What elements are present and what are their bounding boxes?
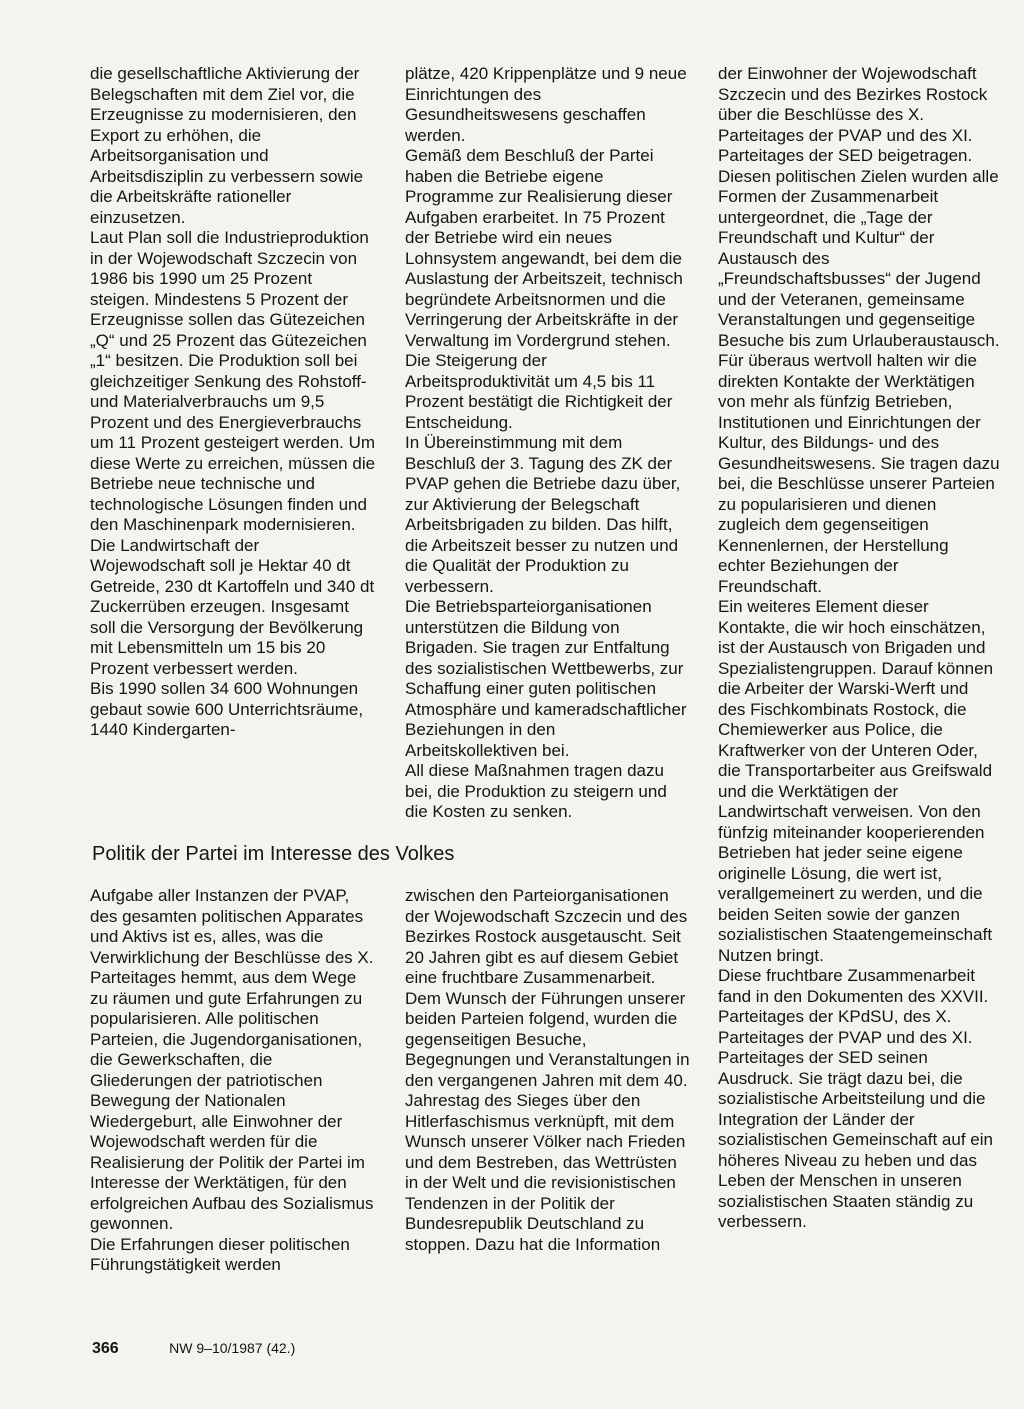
- paragraph: All diese Maßnahmen tragen dazu bei, die Produktion zu steigern und die Kosten zu senken.: [405, 761, 667, 821]
- page-number: 366: [92, 1340, 119, 1357]
- paragraph: Die Erfahrungen dieser politischen Führungstätigkeit werden: [90, 1234, 350, 1274]
- paragraph: Die Landwirtschaft der Wojewodschaft soll je Hektar 40 dt Getreide, 230 dt Kartoffeln und 340 dt Zuckerrüben erzeugen. Insgesamt soll die Versorgung der Bevölkerung mit Lebensmitteln um 15 bis 20 Prozent verbessert werden.: [90, 535, 375, 678]
- paragraph: Aufgabe aller Instanzen der PVAP, des gesamten politischen Apparates und Aktivs ist es, alles, was die Verwirklichung der Beschlüsse des X. Parteitages hemmt, aus dem Wege zu räumen und gute Erfahrungen zu popularisieren. Alle politischen Parteien, die Jugendorganisationen, die Gewerkschaften, die Gliederungen der patriotischen Bewegung der Nationalen Wiedergeburt, alle Einwohner der Wojewodschaft werden für die Realisierung der Politik der Partei im Interesse der Werktätigen, für den erfolgreichen Aufbau des Sozialismus gewonnen.: [90, 886, 374, 1233]
- paragraph: Laut Plan soll die Industrieproduktion in der Wojewodschaft Szczecin von 1986 bis 1990 um 25 Prozent steigen. Mindestens 5 Prozent der Erzeugnisse sollen das Gütezeichen „Q“ und 25 Prozent das Gütezeichen „1“ besitzen. Die Produktion soll bei gleichzeitiger Senkung des Rohstoff- und Materialverbrauchs um 9,5 Prozent und des Energieverbrauchs um 11 Prozent gesteigert werden. Um diese Werte zu erreichen, müssen die Betriebe neue technische und technologische Lösungen finden und den Maschinenpark modernisieren.: [90, 228, 376, 534]
- text-column-1: [90, 64, 376, 741]
- paragraph: Bis 1990 sollen 34 600 Wohnungen gebaut sowie 600 Unterrichtsräume, 1440 Kindergarten-: [90, 679, 364, 739]
- paragraph: Für überaus wertvoll halten wir die direkten Kontakte der Werktätigen von mehr als fünfzig Betrieben, Institutionen und Einrichtungen der Kultur, des Bildungs- und des Gesundheitswesens. Sie tragen dazu bei, die Beschlüsse unserer Parteien zu popularisieren und dienen zugleich dem gegenseitigen Kennenlernen, der Herstellung echter Beziehungen der Freundschaft.: [718, 351, 1000, 596]
- paragraph: In Übereinstimmung mit dem Beschluß der 3. Tagung des ZK der PVAP gehen die Betriebe dazu über, zur Aktivierung der Belegschaft Arbeitsbrigaden zu bilden. Das hilft, die Arbeitszeit besser zu nutzen und die Qualität der Produktion zu verbessern.: [405, 433, 681, 596]
- paragraph: Diese fruchtbare Zusammenarbeit fand in den Dokumenten des XXVII. Parteitages der KPdSU, des X. Parteitages der PVAP und des XI. Parteitages der SED seinen Ausdruck. Sie trägt dazu bei, die sozialistische Arbeitsteilung und die Integration der Länder der sozialistischen Gemeinschaft auf ein höheres Niveau zu heben und das Leben der Menschen in unseren sozialistischen Staaten ständig zu verbessern.: [718, 966, 993, 1231]
- text-column-2: [405, 64, 690, 823]
- text-column-3: [718, 64, 1000, 1233]
- paragraph: Gemäß dem Beschluß der Partei haben die Betriebe eigene Programme zur Realisierung dieser Aufgaben erarbeitet. In 75 Prozent der Betriebe wird ein neues Lohnsystem angewandt, bei dem die Auslastung der Arbeitszeit, technisch begründete Arbeitsnormen und die Verringerung der Arbeitskräfte in der Verwaltung im Vordergrund stehen. Die Steigerung der Arbeitsproduktivität um 4,5 bis 11 Prozent bestätigt die Richtigkeit der Entscheidung.: [405, 146, 683, 432]
- text-column-4: [90, 886, 376, 1276]
- paragraph: Die Betriebsparteiorganisationen unterstützen die Bildung von Brigaden. Sie tragen zur Entfaltung des sozialistischen Wettbewerbs, zur Schaffung einer guten politischen Atmosphäre und kameradschaftlicher Beziehungen in den Arbeitskollektiven bei.: [405, 597, 687, 760]
- paragraph: zwischen den Parteiorganisationen der Wojewodschaft Szczecin und des Bezirkes Rostock ausgetauscht. Seit 20 Jahren gibt es auf diesem Gebiet eine fruchtbare Zusammenarbeit. Dem Wunsch der Führungen unserer beiden Parteien folgend, wurden die gegenseitigen Besuche, Begegnungen und Veranstaltungen in den vergangenen Jahren mit dem 40. Jahrestag des Sieges über den Hitlerfaschismus verknüpft, mit dem Wunsch unserer Völker nach Frieden und dem Bestreben, das Wettrüsten in der Welt und die revisionistischen Tendenzen in der Politik der Bundesrepublik Deutschland zu stoppen. Dazu hat die Information: [405, 886, 690, 1254]
- paragraph: plätze, 420 Krippenplätze und 9 neue Einrichtungen des Gesundheitswesens geschaffen werden.: [405, 64, 687, 145]
- page-footer: [92, 1338, 295, 1359]
- paragraph: der Einwohner der Wojewodschaft Szczecin und des Bezirkes Rostock über die Beschlüsse des X. Parteitages der PVAP und des XI. Parteitages der SED beigetragen. Diesen politischen Zielen wurden alle Formen der Zusammenarbeit untergeordnet, die „Tage der Freundschaft und Kultur“ der Austausch des „Freundschaftsbusses“ der Jugend und der Veteranen, gemeinsame Veranstaltungen und gegenseitige Besuche bis zum Urlauberaustausch.: [718, 64, 1000, 350]
- paragraph: Ein weiteres Element dieser Kontakte, die wir hoch einschätzen, ist der Austausch von Brigaden und Spezialistengruppen. Darauf können die Arbeiter der Warski-Werft und des Fischkombinats Rostock, die Chemiewerker aus Police, die Kraftwerker von der Unteren Oder, die Transportarbeiter aus Greifswald und die Werktätigen der Landwirtschaft verweisen. Von den fünfzig miteinander kooperierenden Betrieben hat jeder seine eigene originelle Lösung, die wert ist, verallgemeinert zu werden, und die beiden Seiten sowie der ganzen sozialistischen Staatengemeinschaft Nutzen bringt.: [718, 597, 994, 965]
- section-heading: Politik der Partei im Interesse des Volkes: [92, 843, 455, 865]
- text-column-5: [405, 886, 690, 1255]
- publication-reference: NW 9–10/1987 (42.): [169, 1340, 296, 1356]
- paragraph: die gesellschaftliche Aktivierung der Belegschaften mit dem Ziel vor, die Erzeugnisse zu modernisieren, den Export zu erhöhen, die Arbeitsorganisation und Arbeitsdisziplin zu verbessern sowie die Arbeitskräfte rationeller einzusetzen.: [90, 64, 364, 227]
